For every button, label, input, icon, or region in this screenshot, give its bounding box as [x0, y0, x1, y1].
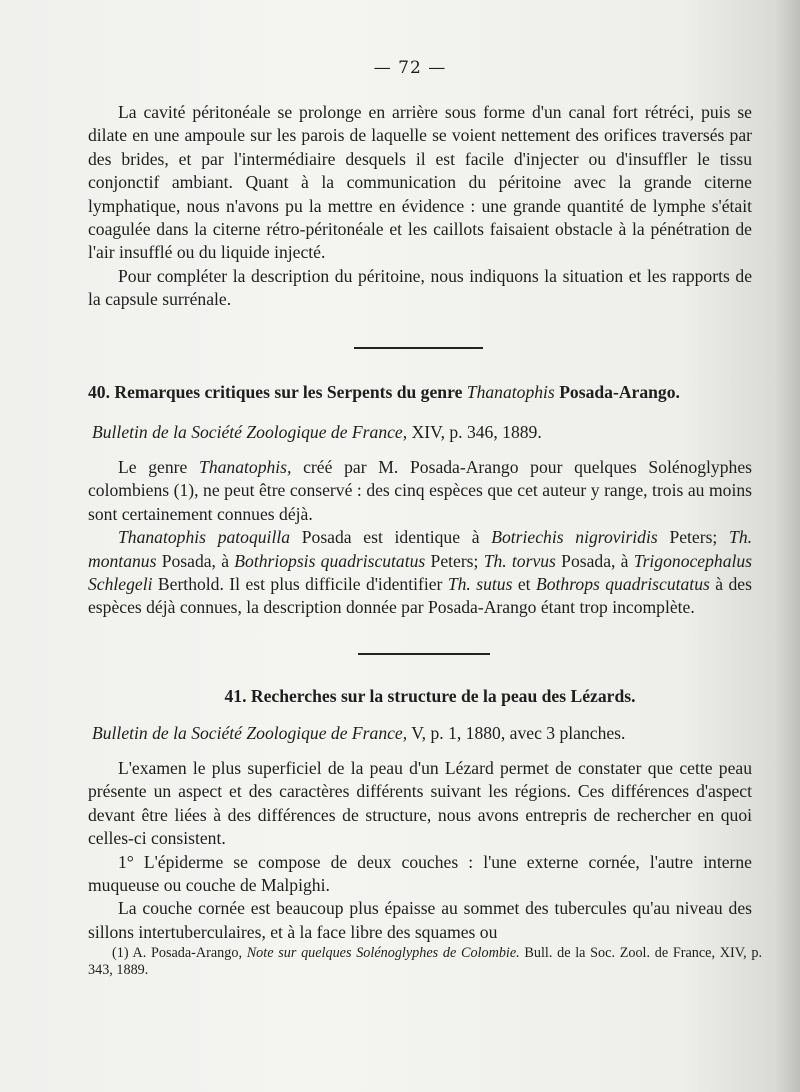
footnote-ref: Bull. de la Soc. Zool. de France, XIV, p. 343, 1889. — [88, 945, 763, 978]
section-divider — [358, 653, 490, 655]
section-divider — [354, 347, 483, 349]
section-40-heading — [88, 382, 752, 403]
section-title: Remarques critiques sur les Serpents du genre — [114, 382, 463, 402]
paragraph: Thanatophis patoquilla Posada est identique à Botriechis nigroviridis Peters; Th. montanus Posada, à Bothriopsis quadriscutatus Peters; Th. torvus Posada, à Trigonocephalus Schlegeli Berthold. Il est plus difficile d'identifier Th. sutus et Bothrops quadriscutatus à des espèces déjà connues, la description donnée par Posada-Arango étant trop incomplète. — [88, 527, 753, 618]
paragraph: L'examen le plus superficiel de la peau d'un Lézard permet de constater que cette peau présente un aspect et des caractères différents suivant les régions. Ces différences d'aspect devant être liées à des différences de structure, nous avons entrepris de rechercher en quoi celles-ci consistent. — [88, 758, 752, 849]
footnote — [88, 945, 762, 979]
journal-ref: V, p. 1, 1880, avec 3 planches. — [411, 723, 626, 743]
section-41-body — [88, 757, 752, 944]
section-number: 40. — [88, 382, 110, 402]
page-number: — 72 — — [373, 58, 447, 78]
footnote-marker: (1) A. Posada-Arango, — [112, 945, 242, 961]
bibliographic-reference — [92, 723, 752, 744]
journal-name: Bulletin de la Société Zoologique de France, — [92, 723, 408, 743]
paragraph: La cavité péritonéale se prolonge en arrière sous forme d'un canal fort rétréci, puis se dilate en une ampoule sur les parois de laquelle se voient nettement des orifices traversés par des brides, et par l'intermédiaire desquels il est facile d'injecter ou d'insuffler le tissu conjonctif ambiant. Quant à la communication du péritoine avec la grande citerne lymphatique, nous n'avons pu la mettre en évidence : une grande quantité de lymphe s'était coagulée dans la citerne rétro-péritonéale et les caillots faisaient obstacle à la pénétration de l'air insufflé ou du liquide injecté. — [88, 102, 752, 263]
journal-name: Bulletin de la Société Zoologique de France, — [92, 422, 408, 442]
paragraph: Pour compléter la description du péritoine, nous indiquons la situation et les rapports de la capsule surrénale. — [88, 265, 752, 310]
section-41-heading: 41. Recherches sur la structure de la peau des Lézards. — [224, 686, 636, 706]
section-title-author: Posada-Arango. — [559, 382, 680, 402]
paragraph: Le genre Thanatophis, créé par M. Posada-Arango pour quelques Solénoglyphes colombiens (1), ne peut être conservé : des cinq espèces que cet auteur y range, trois au moins sont certainement connues déjà. — [88, 457, 752, 524]
paragraph: 1° L'épiderme se compose de deux couches : l'une externe cornée, l'autre interne muqueuse ou couche de Malpighi. — [88, 851, 752, 896]
section-title-genus: Thanatophis — [466, 382, 555, 402]
bibliographic-reference — [92, 422, 752, 443]
footnote-title: Note sur quelques Solénoglyphes de Colombie. — [246, 945, 520, 961]
paragraph: La couche cornée est beaucoup plus épaisse au sommet des tubercules qu'au niveau des sillons intertuberculaires, et à la face libre des squames ou — [88, 898, 752, 942]
intro-text — [88, 101, 752, 312]
section-40-body — [88, 456, 752, 620]
journal-ref: XIV, p. 346, 1889. — [411, 422, 542, 442]
